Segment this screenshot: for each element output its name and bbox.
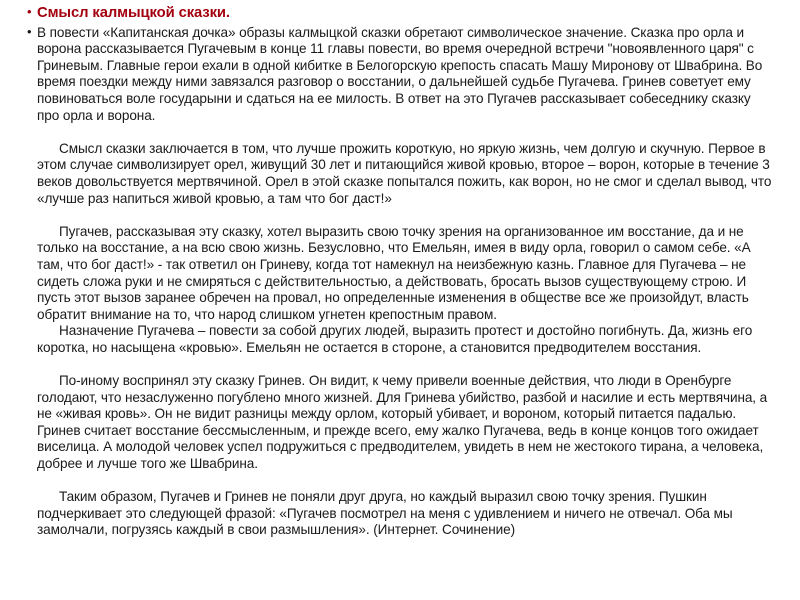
paragraph-text: В повести «Капитанская дочка» образы калмыцкой сказки обретают символическое значение. Сказка про орла и ворона рассказывается Пугачевым в конце 11 главы повести, во время очередной встречи "новоявленного царя" с Гриневым. Главные герои ехали в одной кибитке в Белогорскую крепость спасать Машу Миронову от Швабрина. Во время поездки между ними завязался разговор о восстании, о дальнейшей судьбе Пугачева. Гринев советует ему повиноваться воле государыни и сдаться на ее милость. В ответ на это Пугачев рассказывает собеседнику сказку про орла и ворона. <box>37 24 763 123</box>
slide-title <box>27 4 772 22</box>
paragraph-conclusion: Таким образом, Пугачев и Гринев не поняли друг друга, но каждый выразил свою точку зрения. Пушкин подчеркивает это следующей фразой: «Пугачев посмотрел на меня с удивлением и ничего не отвечал. Оба мы замолчали, погрузясь каждый в свои размышления». (Интернет. Сочинение) <box>37 489 733 538</box>
paragraph-pugachev-purpose: Назначение Пугачева – повести за собой других людей, выразить протест и достойно погибнуть. Да, жизнь его коротка, но насыщена «кровью». Емельян не остается в стороне, а становится предводителем восстания. <box>37 323 753 355</box>
bullet-icon: • <box>27 4 32 19</box>
bullet-icon: • <box>27 23 32 39</box>
slide-title-text: Смысл калмыцкой сказки. <box>37 5 230 21</box>
paragraph-tale-meaning: Смысл сказки заключается в том, что лучше прожить короткую, но яркую жизнь, чем долгую и скучную. Первое в этом случае символизирует орел, живущий 30 лет и питающийся живой кровью, второе – ворон, которые в течение 3 веков довольствуется мертвячиной. Орел в этой сказке попытался пожить, как ворон, но не смог и сделал вывод, что «лучше раз напиться живой кровью, а там что бог даст!» <box>37 140 772 206</box>
slide-body <box>27 23 772 539</box>
paragraph-grinev-view: По-иному воспринял эту сказку Гринев. Он видит, к чему привели военные действия, что люди в Оренбурге голодают, что незаслуженно погублено много жизней. Для Гринева убийство, разбой и насилие и есть мертвячина, а не «живая кровь». Он не видит разницы между орлом, который убивает, и вороном, который питается падалью. Гринев считает восстание бессмысленным, и прежде всего, ему жалко Пугачева, ведь в конце концов того ожидает виселица. А молодой человек успел подружиться с предводителем, увидеть в нем не жестокого тирана, а человека, добрее и лучше того же Швабрина. <box>37 373 768 472</box>
paragraph-intro <box>27 23 772 125</box>
paragraph-pugachev-view: Пугачев, рассказывая эту сказку, хотел выразить свою точку зрения на организованное им восстание, да и не только на восстание, а на всю свою жизнь. Безусловно, что Емельян, имея в виду орла, говорил о самом себе. «А там, что бог даст!» - так ответил он Гриневу, когда тот намекнул на неизбежную казнь. Главное для Пугачева – не сидеть сложа руки и не смиряться с действительностью, а действовать, бросать вызов существующему строю. И пусть этот вызов заранее обречен на провал, но определенные изменения в обществе все же произойдут, власть обратит внимание на то, что народ слишком угнетен крепостным правом. <box>37 223 751 322</box>
